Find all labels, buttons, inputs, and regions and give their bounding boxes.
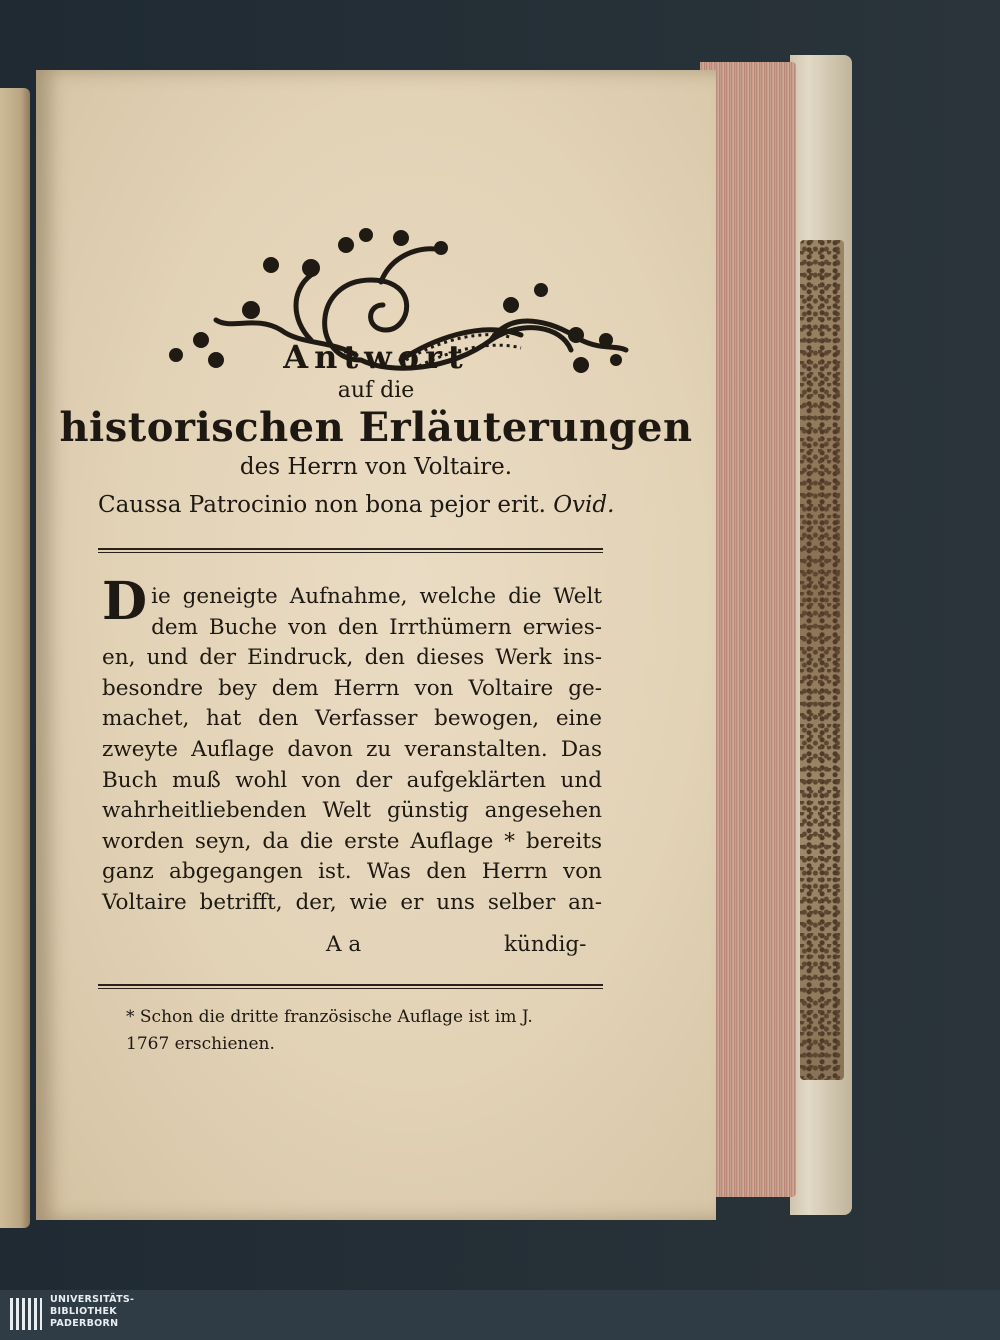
body-line: ie geneigte Aufnahme, welche die Welt (151, 584, 602, 609)
title-author-line: des Herrn von Voltaire. (239, 454, 513, 480)
drop-cap: D (102, 571, 148, 632)
library-footer-bar (0, 1290, 1000, 1340)
library-logo-icon (8, 1294, 44, 1334)
signature-mark: A a (326, 932, 362, 957)
book-page (36, 70, 716, 1220)
motto-author: Ovid. (553, 492, 615, 518)
body-line: besondre bey dem Herrn von Voltaire ge- (102, 675, 602, 701)
body-line: Voltaire betrifft, der, wie er uns selber an- (102, 889, 602, 915)
body-line: en, und der Eindruck, den dieses Werk ins- (102, 645, 602, 671)
title-antwort: Antwort (283, 338, 469, 376)
body-line: dem Buche von den Irrthümern erwies- (151, 614, 602, 640)
body-line: wahrheitliebenden Welt günstig angesehen (102, 798, 602, 824)
library-logo-text (50, 1294, 134, 1330)
body-line: worden seyn, da die erste Auflage * bereits (102, 828, 602, 854)
book-cover-leather (800, 240, 844, 1080)
library-logo-line: UNIVERSITÄTS- (50, 1294, 135, 1305)
footnote-line: 1767 erschienen. (126, 1034, 275, 1054)
title-main: historischen Erläuterungen (59, 404, 693, 451)
motto-text: Caussa Patrocinio non bona pejor erit. (98, 492, 546, 518)
title-auf-die: auf die (337, 378, 415, 403)
footnote-line: * Schon die dritte französische Auflage ist im J. (126, 1007, 533, 1027)
body-line: machet, hat den Verfasser bewogen, eine (102, 706, 602, 732)
separator-rule-footnote (98, 984, 603, 989)
left-page-edge (0, 88, 30, 1228)
library-logo-line: PADERBORN (50, 1318, 119, 1329)
body-paragraph (102, 571, 602, 919)
body-line: zweyte Auflage davon zu veranstalten. Das (102, 736, 602, 762)
separator-rule-top (98, 548, 603, 553)
catchword: kündig- (504, 932, 587, 957)
library-logo-line: BIBLIOTHEK (50, 1306, 117, 1317)
footnote (126, 1004, 616, 1058)
motto-line (98, 492, 628, 518)
body-line: ganz abgegangen ist. Was den Herrn von (102, 859, 602, 885)
body-line: Buch muß wohl von der aufgeklärten und (102, 767, 602, 793)
